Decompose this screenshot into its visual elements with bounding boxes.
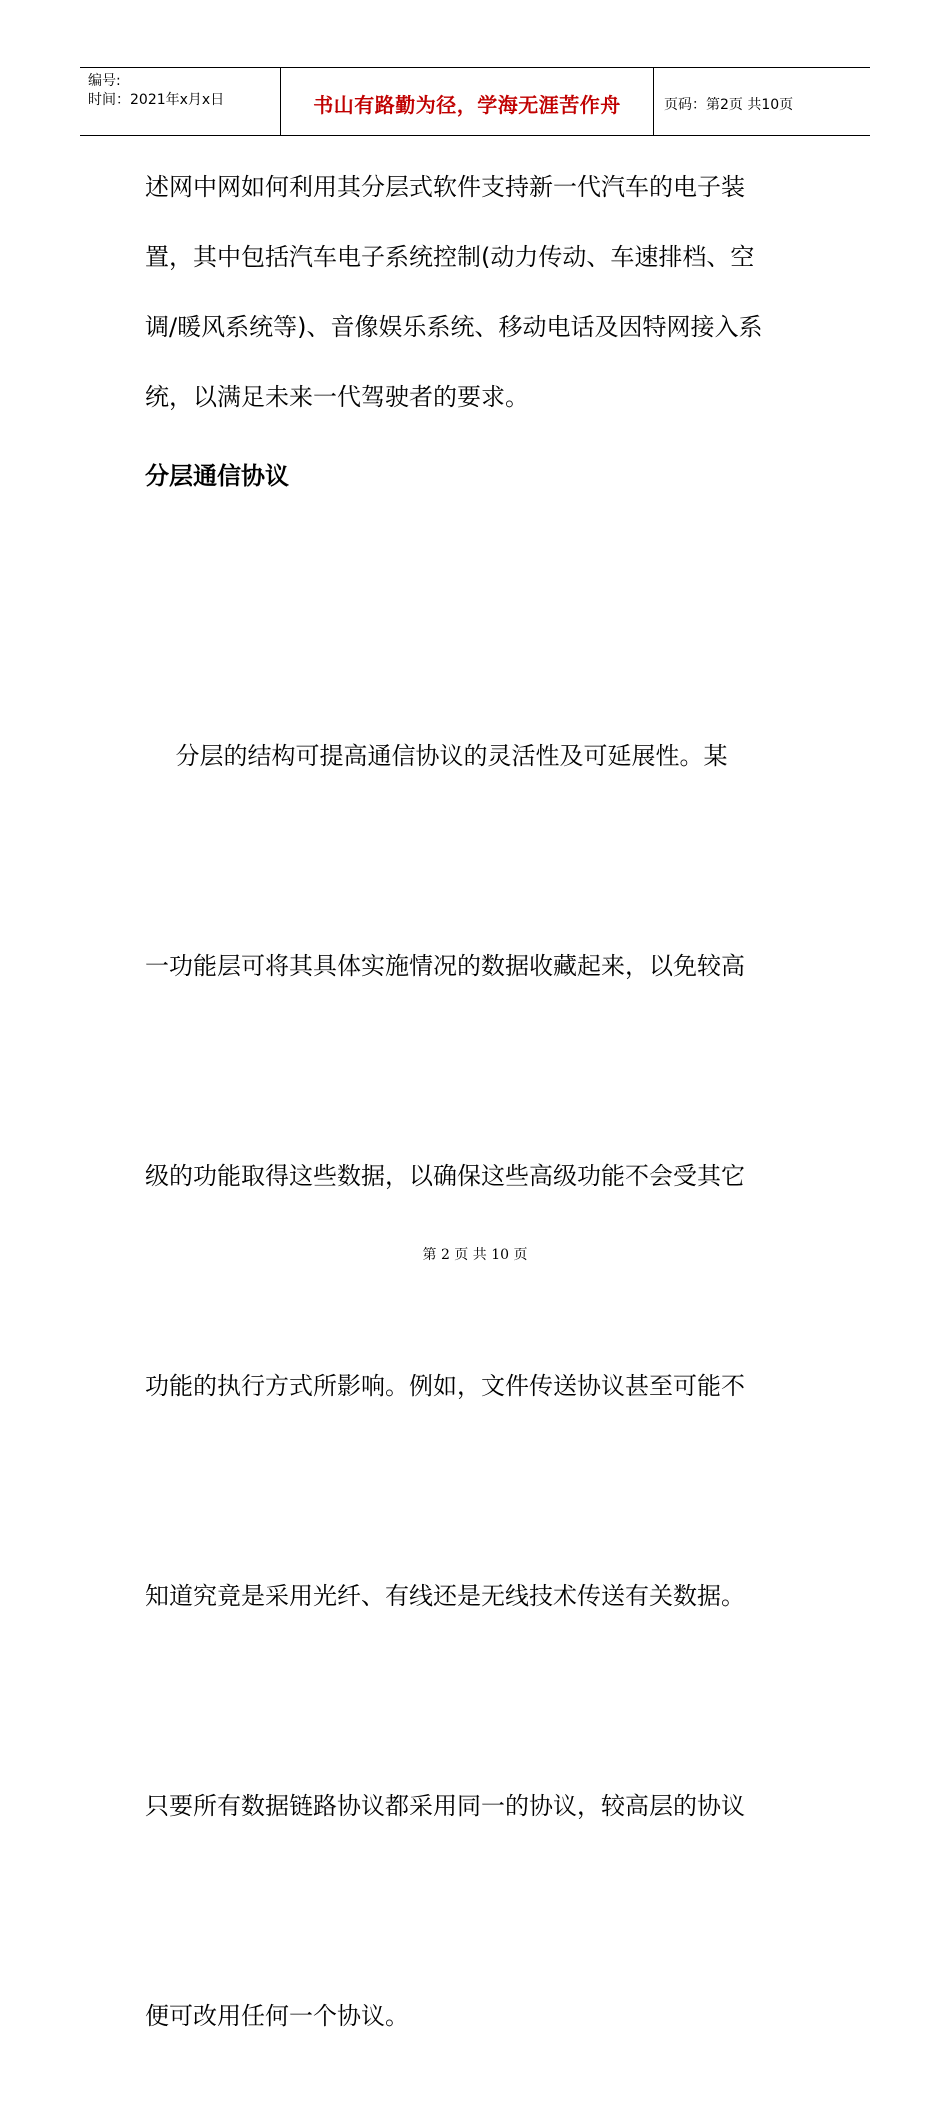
paragraph-1 [145, 152, 805, 432]
paragraph-line: 述网中网如何利用其分层式软件支持新一代汽车的电子装 [145, 173, 745, 201]
header-motto-cell [281, 68, 654, 135]
paragraph-line: 调/暖风系统等)、音像娱乐系统、移动电话及因特网接入系 [145, 313, 763, 341]
paragraph-line: 便可改用任何一个协议。 [145, 2002, 409, 2030]
page-footer: 第 2 页 共 10 页 [422, 1247, 528, 1263]
section-heading: 分层通信协议 [145, 462, 289, 490]
paragraph-line: 分层的结构可提高通信协议的灵活性及可延展性。某 [145, 742, 728, 770]
number-label: 编号: [88, 73, 121, 89]
paragraph-line: 置，其中包括汽车电子系统控制(动力传动、车速排档、空 [145, 243, 755, 271]
document-header [80, 67, 870, 136]
paragraph-line: 级的功能取得这些数据，以确保这些高级功能不会受其它 [145, 1162, 745, 1190]
paragraph-line: 统，以满足未来一代驾驶者的要求。 [145, 383, 529, 411]
header-page-cell [654, 68, 870, 135]
paragraph-line: 知道究竟是采用光纤、有线还是无线技术传送有关数据。 [145, 1582, 745, 1610]
paragraph-line: 功能的执行方式所影响。例如，文件传送协议甚至可能不 [145, 1372, 745, 1400]
paragraph-line: 只要所有数据链路协议都采用同一的协议，较高层的协议 [145, 1792, 745, 1820]
paragraph-2 [145, 581, 805, 2121]
date-label: 时间：2021年x月x日 [88, 92, 225, 108]
paragraph-line: 一功能层可将其具体实施情况的数据收藏起来，以免较高 [145, 952, 745, 980]
page-info: 页码：第2页 共10页 [664, 96, 794, 113]
header-meta-cell [80, 68, 281, 135]
motto-text: 书山有路勤为径，学海无涯苦作舟 [313, 93, 621, 117]
